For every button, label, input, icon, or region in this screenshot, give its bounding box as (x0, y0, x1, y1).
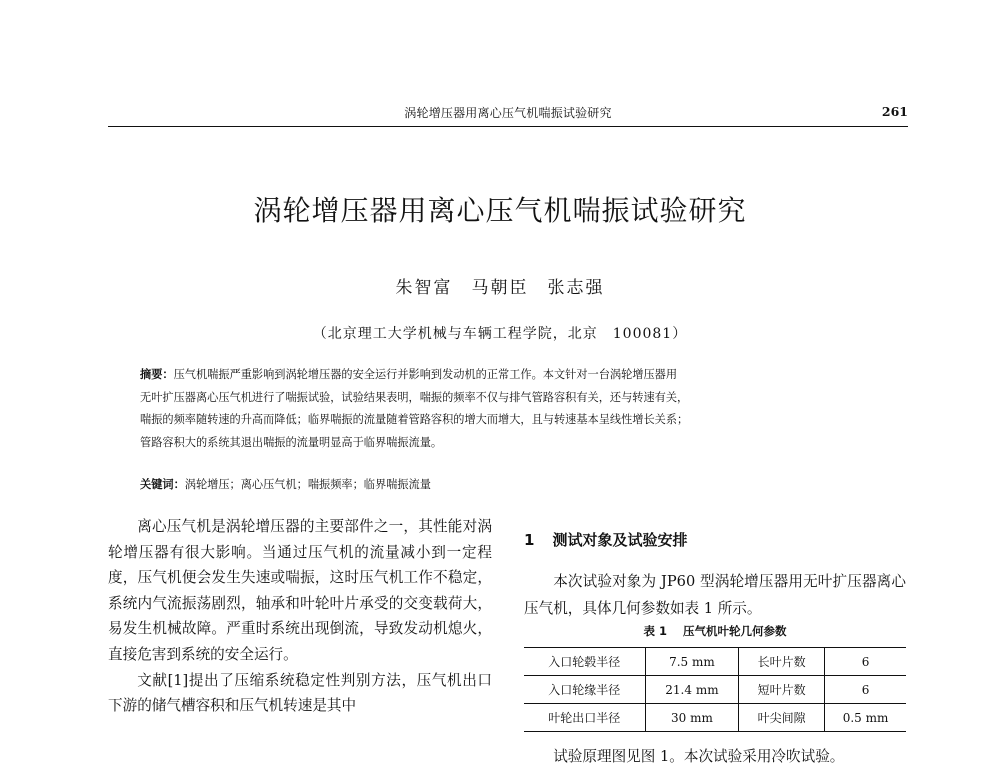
table-caption-title: 压气机叶轮几何参数 (683, 624, 787, 638)
section-heading (524, 529, 687, 550)
table-cell: 叶轮出口半径 (524, 704, 645, 732)
table-caption-number: 表 1 (643, 624, 667, 638)
table-cell: 6 (825, 676, 906, 704)
table-caption (524, 623, 906, 639)
body-paragraph: 本次试验对象为 JP60 型涡轮增压器用无叶扩压器离心压气机，具体几何参数如表 1 所示。 (524, 573, 906, 617)
table-cell: 21.4 mm (645, 676, 739, 704)
body-paragraph: 离心压气机是涡轮增压器的主要部件之一，其性能对涡轮增压器有很大影响。当通过压气机的流量减小到一定程度，压气机便会发生失速或喘振，这时压气机工作不稳定，系统内气流振荡剧烈，轴承和叶轮叶片承受的交变载荷大，易发生机械故障。严重时系统出现倒流，导致发动机熄火，直接危害到系统的安全运行。 (108, 518, 492, 663)
table-cell: 入口轮缘半径 (524, 676, 645, 704)
table-cell: 入口轮毂半径 (524, 648, 645, 676)
keywords-text: 涡轮增压；离心压气机；喘振频率；临界喘振流量 (184, 478, 431, 491)
abstract-line: 摘要：压气机喘振严重影响到涡轮增压器的安全运行并影响到发动机的正常工作。本文针对一台涡轮增压器用 (140, 368, 678, 381)
affiliation: （北京理工大学机械与车辆工程学院，北京 100081） (312, 326, 688, 342)
table-row (524, 676, 906, 704)
section-number: 1 (524, 531, 535, 549)
table-row (524, 648, 906, 676)
keywords (140, 474, 870, 496)
abstract-label: 摘要： (140, 368, 174, 381)
running-title: 涡轮增压器用离心压气机喘振试验研究 (404, 106, 612, 120)
header-rule (108, 126, 908, 127)
page-number: 261 (881, 104, 908, 119)
table-cell: 长叶片数 (739, 648, 825, 676)
table-cell: 0.5 mm (825, 704, 906, 732)
table-cell: 7.5 mm (645, 648, 739, 676)
authors: 朱智富 马朝臣 张志强 (395, 278, 605, 298)
abstract-line: 管路容积大的系统其退出喘振的流量明显高于临界喘振流量。 (140, 435, 443, 449)
body-paragraph: 文献[1]提出了压缩系统稳定性判别方法，压气机出口下游的储气槽容积和压气机转速是其中 (108, 671, 492, 715)
section-title: 测试对象及试验安排 (552, 531, 688, 549)
abstract-line: 无叶扩压器离心压气机进行了喘振试验，试验结果表明，喘振的频率不仅与排气管路容积有关，还与转速有关， (140, 390, 689, 404)
table-cell: 6 (825, 648, 906, 676)
running-header (108, 104, 908, 126)
table-row (524, 704, 906, 732)
abstract (140, 364, 870, 454)
parameters-table (524, 647, 906, 732)
table-cell: 30 mm (645, 704, 739, 732)
table-cell: 叶尖间隙 (739, 704, 825, 732)
left-column (108, 514, 492, 719)
table-cell: 短叶片数 (739, 676, 825, 704)
abstract-line: 喘振的频率随转速的升高而降低；临界喘振的流量随着管路容积的增大而增大，且与转速基本呈线性增长关系； (140, 413, 689, 426)
body-paragraph: 试验原理图见图 1。本次试验采用冷吹试验。 (553, 748, 845, 765)
paper-title: 涡轮增压器用离心压气机喘振试验研究 (253, 194, 747, 227)
keywords-label: 关键词： (140, 478, 185, 491)
